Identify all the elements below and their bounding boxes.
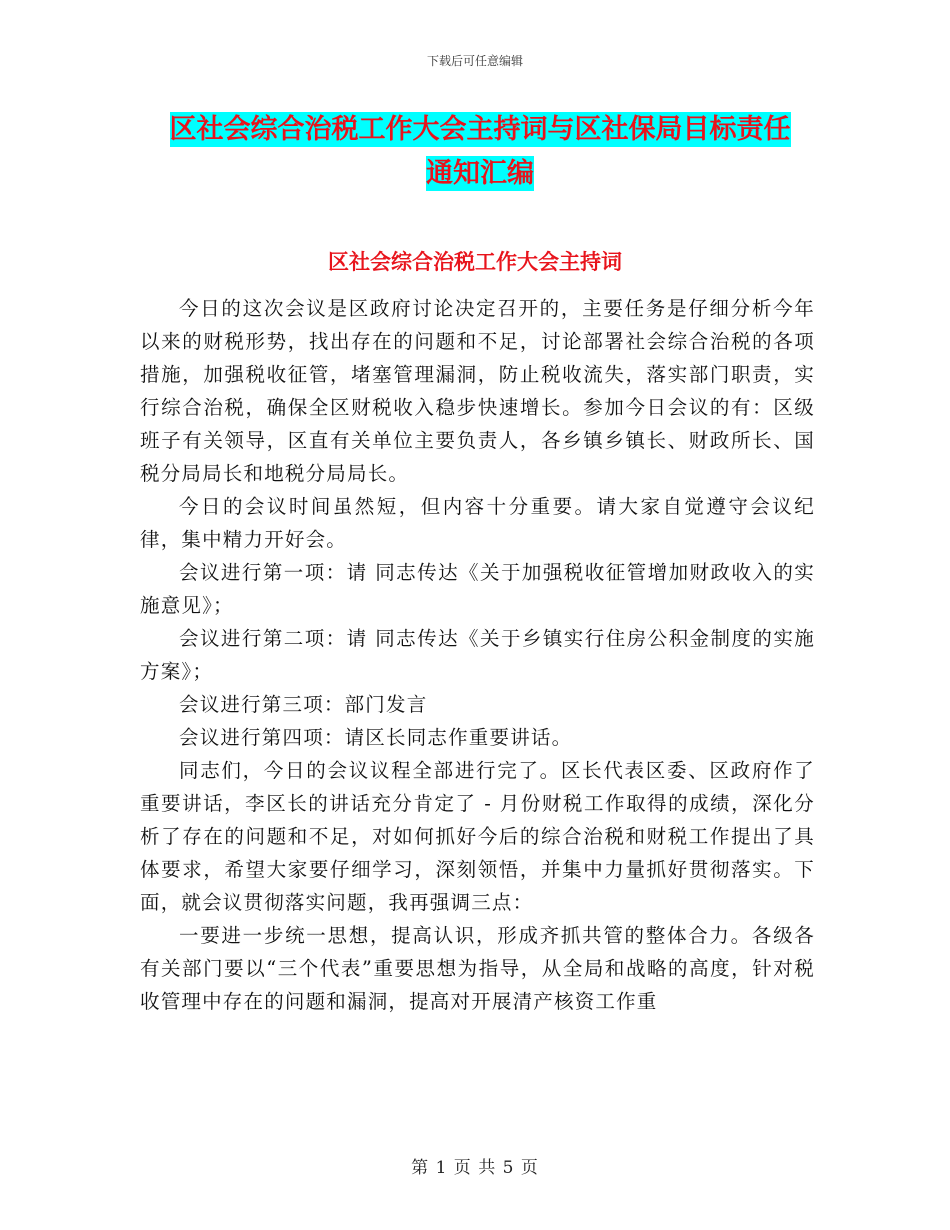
header-note: 下载后可任意编辑	[426, 54, 523, 68]
paragraph: 会议进行第二项：请 同志传达《关于乡镇实行住房公积金制度的实施方案》；	[140, 627, 815, 683]
paragraph: 会议进行第一项：请 同志传达《关于加强税收征管增加财政收入的实施意见》；	[140, 561, 815, 617]
paragraph: 同志们，今日的会议议程全部进行完了。区长代表区委、区政府作了重要讲话，李区长的讲话充分肯定了 - 月份财税工作取得的成绩，深化分析了存在的问题和不足，对如何抓好今后的综合治税和财税工作提出了具体要求，希望大家要仔细学习，深刻领悟，并集中力量抓好贯彻落实。下面，就会议贯彻落实问题，我再强调三点：	[140, 759, 815, 914]
paragraph: 一要进一步统一思想，提高认识，形成齐抓共管的整体合力。各级各有关部门要以“三个代表”重要思想为指导，从全局和战略的高度，针对税收管理中存在的问题和漏洞，提高对开展清产核资工作重	[140, 924, 815, 1013]
paragraph: 会议进行第三项：部门发言	[179, 693, 428, 716]
document-body	[140, 292, 815, 1018]
section-title: 区社会综合治税工作大会主持词	[328, 249, 622, 274]
paragraph: 会议进行第四项：请区长同志作重要讲话。	[179, 726, 573, 749]
paragraph: 今日的会议时间虽然短，但内容十分重要。请大家自觉遵守会议纪律，集中精力开好会。	[140, 495, 815, 551]
document-title-line-1: 区社会综合治税工作大会主持词与区社保局目标责任	[169, 114, 791, 145]
paragraph: 今日的这次会议是区政府讨论决定召开的，主要任务是仔细分析今年以来的财税形势，找出存在的问题和不足，讨论部署社会综合治税的各项措施，加强税收征管，堵塞管理漏洞，防止税收流失，落实部门职责，实行综合治税，确保全区财税收入稳步快速增长。参加今日会议的有：区级班子有关领导，区直有关单位主要负责人，各乡镇乡镇长、财政所长、国税分局局长和地税分局局长。	[140, 297, 815, 485]
document-title	[140, 108, 820, 196]
page-footer: 第 1 页 共 5 页	[411, 1158, 539, 1178]
document-title-line-2: 通知汇编	[426, 158, 534, 189]
